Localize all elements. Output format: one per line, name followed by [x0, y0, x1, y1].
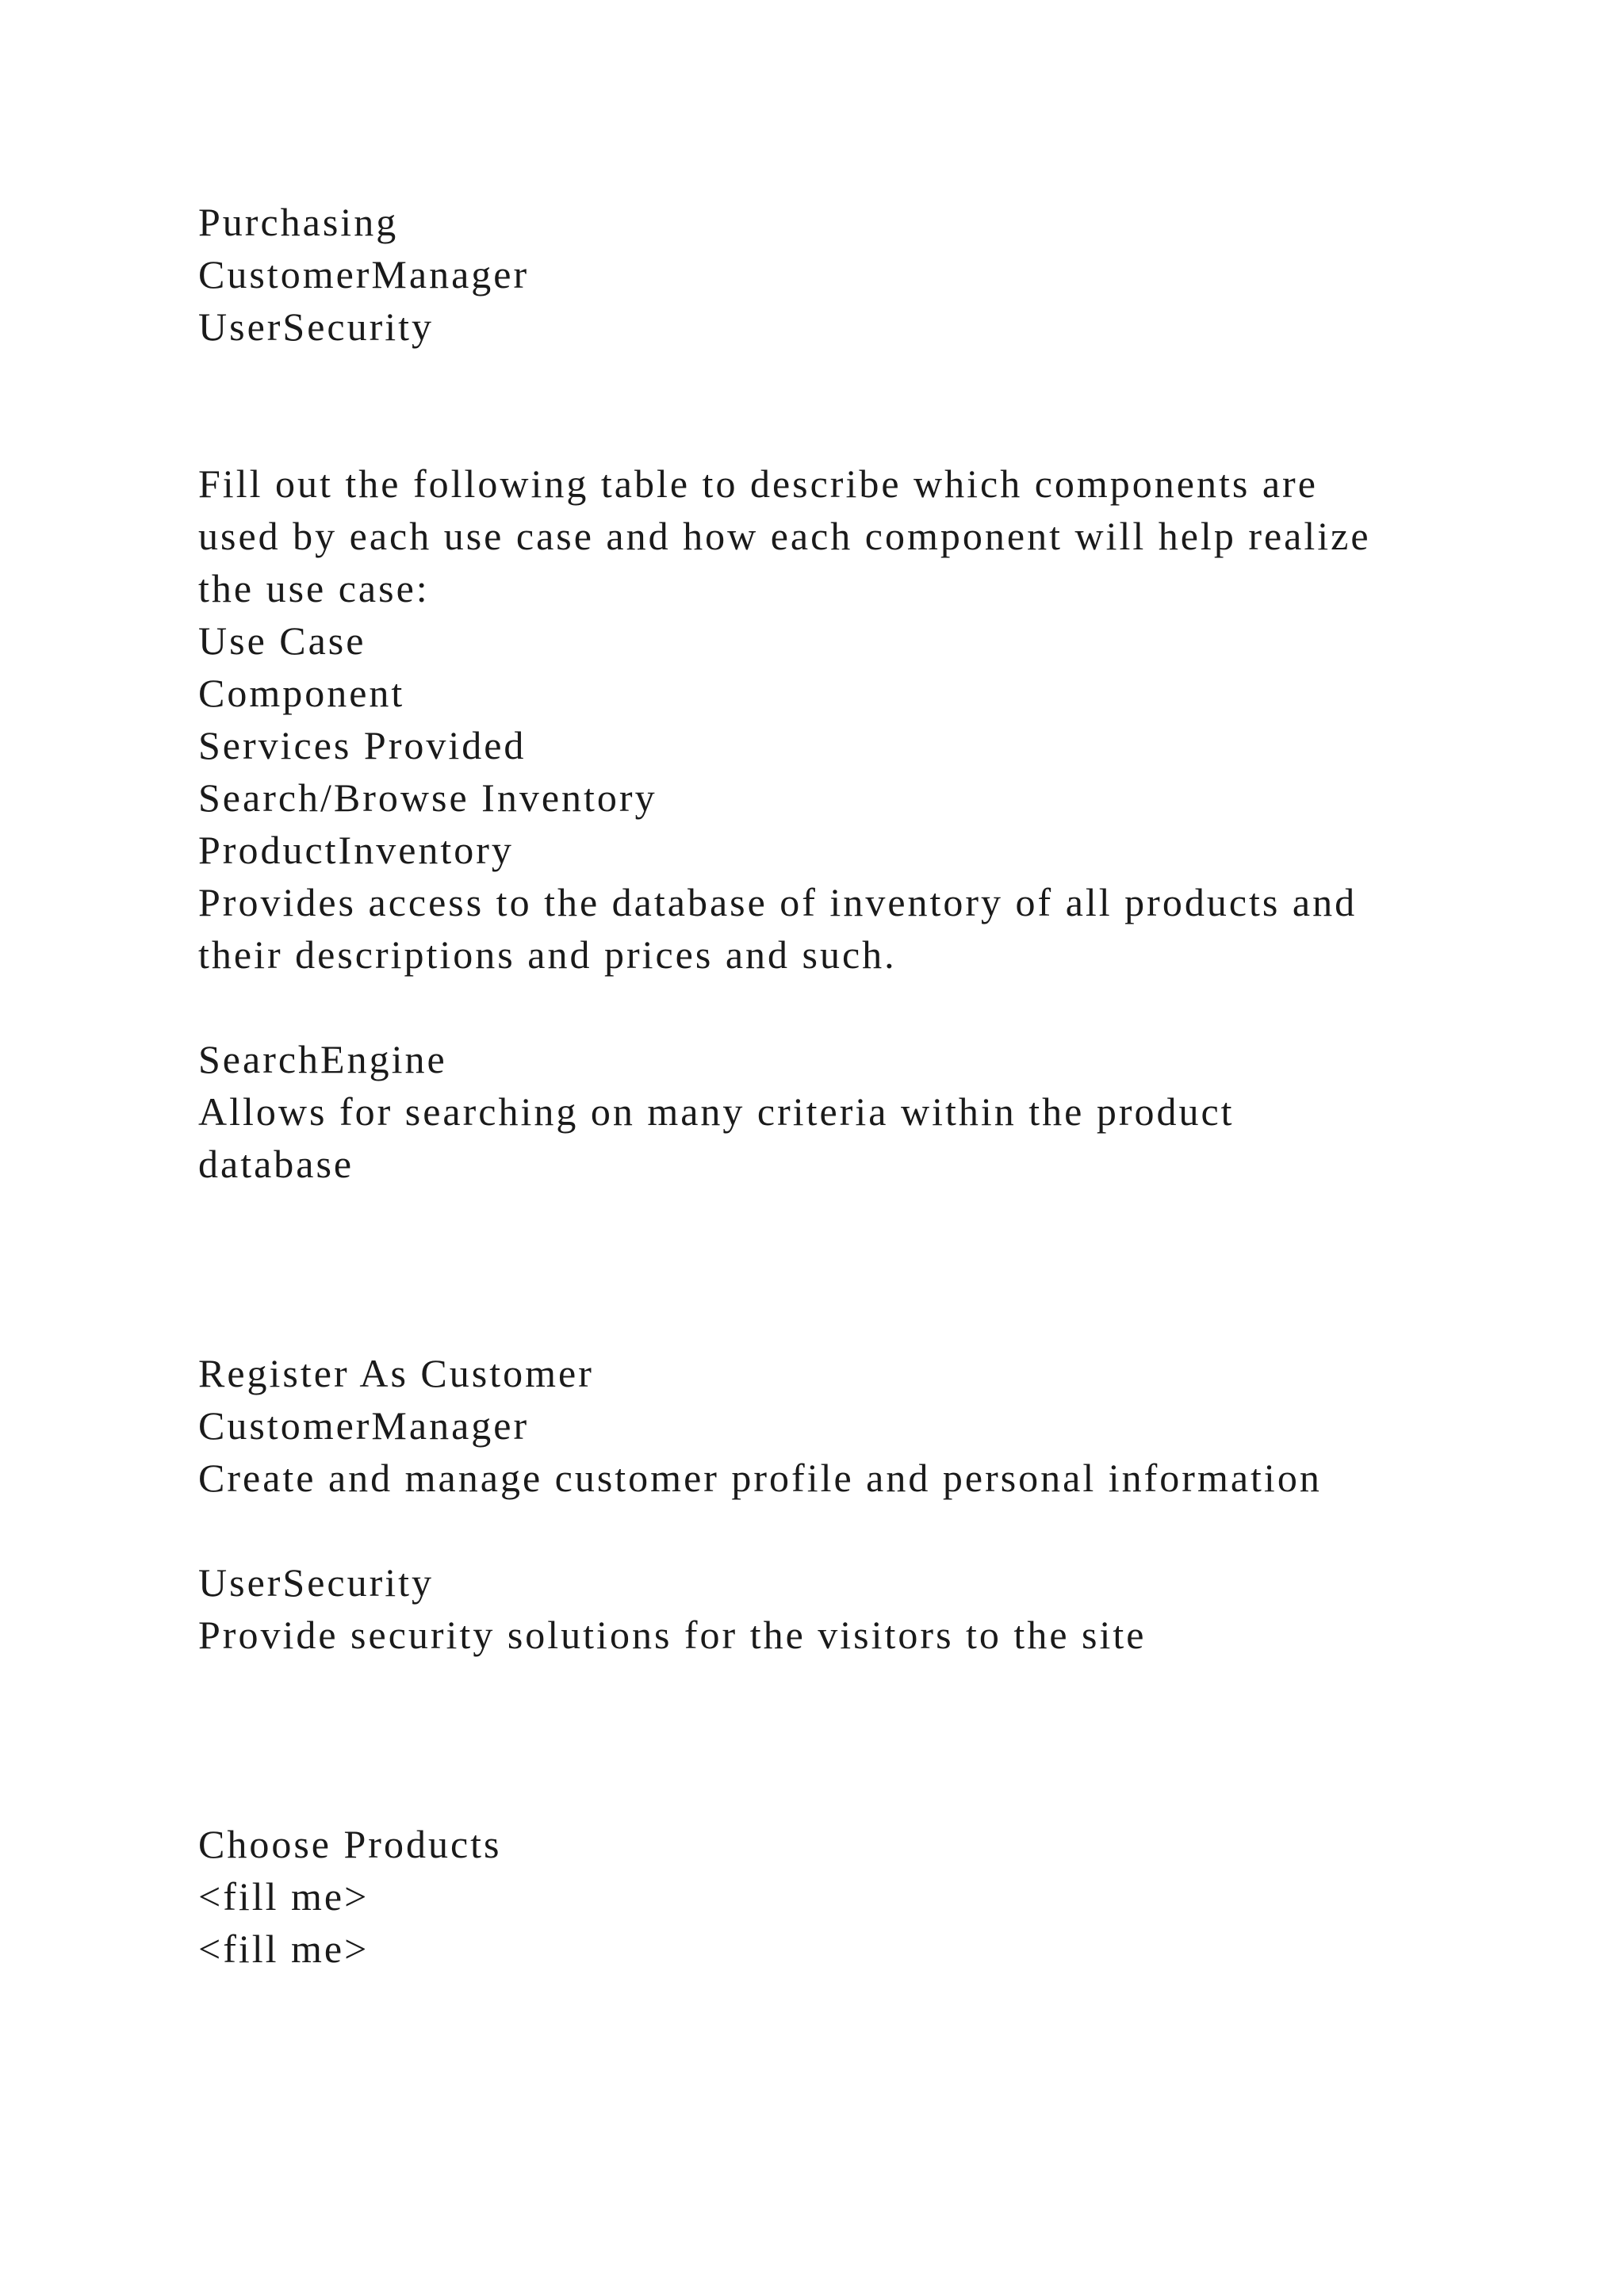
services-product-inventory: Provides access to the database of inventory of all products and — [198, 880, 1358, 924]
services-placeholder: <fill me> — [198, 1927, 370, 1971]
instructions-line: the use case: — [198, 566, 430, 610]
table-header-services: Services Provided — [198, 723, 527, 767]
component-product-inventory: ProductInventory — [198, 828, 514, 872]
component-customer-manager: CustomerManager — [198, 1403, 530, 1448]
instructions-line: Fill out the following table to describe which components are — [198, 461, 1318, 506]
services-search-engine: database — [198, 1142, 354, 1186]
component-list-item: CustomerManager — [198, 252, 530, 297]
use-case-choose-products: Choose Products — [198, 1822, 502, 1866]
services-product-inventory: their descriptions and prices and such. — [198, 932, 897, 977]
document-page — [198, 0, 1546, 2296]
services-user-security: Provide security solutions for the visitors to the site — [198, 1613, 1147, 1657]
component-user-security: UserSecurity — [198, 1560, 435, 1605]
component-list-item: UserSecurity — [198, 304, 435, 349]
table-header-use-case: Use Case — [198, 618, 366, 663]
use-case-search-browse: Search/Browse Inventory — [198, 775, 657, 820]
use-case-register: Register As Customer — [198, 1351, 594, 1395]
services-search-engine: Allows for searching on many criteria within the product — [198, 1089, 1235, 1134]
table-header-component: Component — [198, 671, 405, 715]
component-placeholder: <fill me> — [198, 1874, 370, 1919]
component-list-item: Purchasing — [198, 200, 399, 244]
services-customer-manager: Create and manage customer profile and personal information — [198, 1456, 1322, 1500]
component-search-engine: SearchEngine — [198, 1037, 447, 1081]
instructions-line: used by each use case and how each component will help realize — [198, 514, 1371, 558]
